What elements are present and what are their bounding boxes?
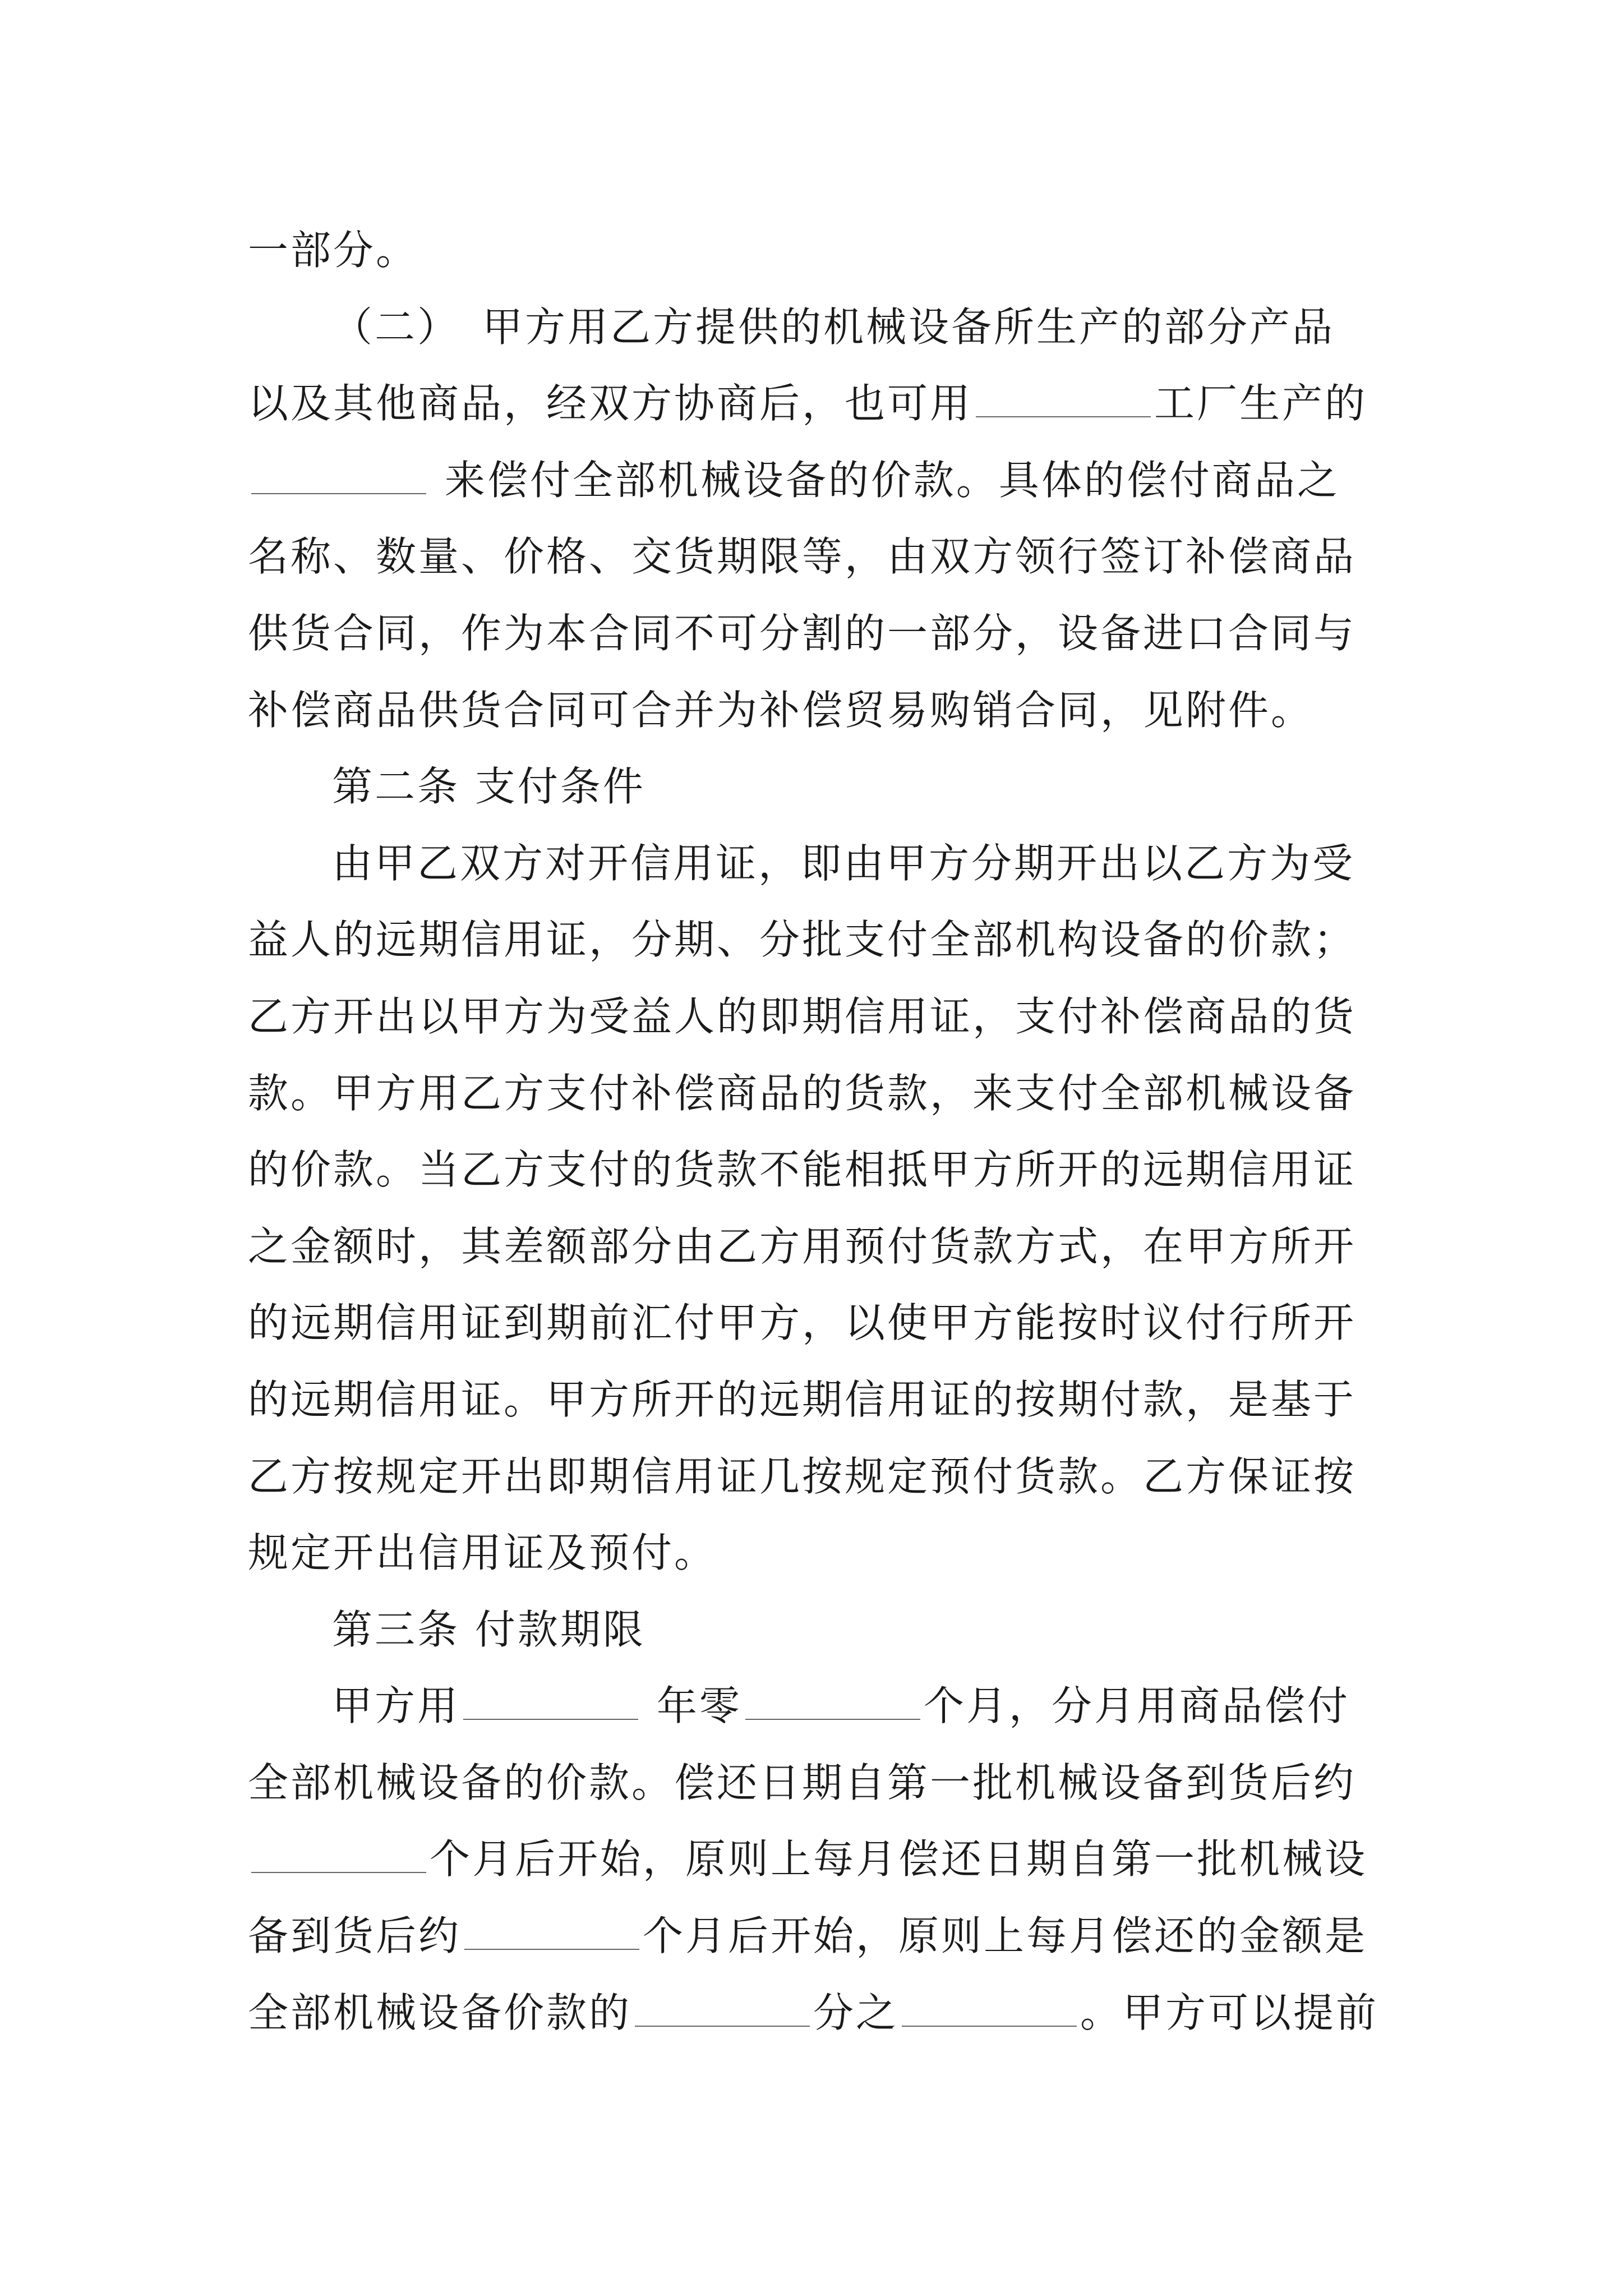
text-segment: 甲方用 <box>332 1682 460 1730</box>
text-line <box>248 289 1392 366</box>
text-segment: 个月后开始，原则上每月偿还的金额是 <box>643 1912 1368 1960</box>
text-line <box>248 1361 1392 1438</box>
text-segment: 第三条 付款期限 <box>332 1605 645 1653</box>
fill-in-blank <box>745 1685 920 1720</box>
text-segment: 个月，分月用商品偿付 <box>923 1682 1350 1730</box>
text-segment: 第二条 支付条件 <box>332 763 645 811</box>
text-segment: 规定开出信用证及预付。 <box>248 1529 717 1577</box>
text-line <box>248 212 1392 289</box>
text-line <box>248 901 1392 978</box>
text-segment: 。甲方可以提前 <box>1080 1989 1379 2036</box>
text-line <box>248 672 1392 749</box>
text-line <box>248 1208 1392 1285</box>
fill-in-blank <box>463 1685 638 1720</box>
text-segment: 的远期信用证到期前汇付甲方，以使甲方能按时议付行所开 <box>248 1299 1357 1347</box>
text-segment: 年零 <box>642 1682 742 1730</box>
text-line <box>248 442 1392 519</box>
text-line <box>248 595 1392 672</box>
text-line <box>248 1745 1392 1821</box>
fill-in-blank <box>251 459 426 494</box>
text-line <box>248 825 1392 902</box>
fill-in-blank <box>902 1992 1077 2027</box>
text-segment: 名称、数量、价格、交货期限等，由双方领行签订补偿商品 <box>248 533 1357 581</box>
text-line <box>248 518 1392 595</box>
text-segment: （二） 甲方用乙方提供的机械设备所生产的部分产品 <box>332 303 1335 351</box>
text-segment: 个月后开始，原则上每月偿还日期自第一批机械设 <box>430 1835 1368 1883</box>
text-line <box>248 1438 1392 1515</box>
text-line <box>248 1131 1392 1208</box>
text-segment: 乙方按规定开出即期信用证几按规定预付货款。乙方保证按 <box>248 1452 1357 1500</box>
text-segment: 工厂生产的 <box>1154 380 1368 427</box>
text-segment: 益人的远期信用证，分期、分批支付全部机构设备的价款； <box>248 916 1357 964</box>
contract-body <box>248 212 1392 2051</box>
text-segment: 供货合同，作为本合同不可分割的一部分，设备进口合同与 <box>248 609 1357 657</box>
text-line <box>248 978 1392 1055</box>
text-segment: 的价款。当乙方支付的货款不能相抵甲方所开的远期信用证 <box>248 1146 1357 1194</box>
text-segment: 一部分。 <box>248 227 419 274</box>
text-line <box>248 1898 1392 1975</box>
text-segment: 分之 <box>813 1989 899 2036</box>
text-segment: 来偿付全部机械设备的价款。具体的偿付商品之 <box>430 456 1340 504</box>
text-segment: 的远期信用证。甲方所开的远期信用证的按期付款，是基于 <box>248 1375 1357 1423</box>
text-segment: 之金额时，其差额部分由乙方用预付货款方式，在甲方所开 <box>248 1222 1357 1270</box>
text-line <box>248 1821 1392 1898</box>
text-segment: 全部机械设备的价款。偿还日期自第一批机械设备到货后约 <box>248 1759 1357 1806</box>
fill-in-blank <box>464 1915 639 1950</box>
fill-in-blank <box>251 1838 426 1873</box>
text-line <box>248 365 1392 442</box>
text-segment: 款。甲方用乙方支付补偿商品的货款，来支付全部机械设备 <box>248 1069 1357 1117</box>
text-line <box>248 1591 1392 1668</box>
text-line <box>248 1055 1392 1132</box>
text-segment: 备到货后约 <box>248 1912 462 1960</box>
text-segment: 乙方开出以甲方为受益人的即期信用证，支付补偿商品的货 <box>248 992 1357 1040</box>
text-line <box>248 1515 1392 1591</box>
text-line <box>248 748 1392 825</box>
fill-in-blank <box>635 1992 810 2027</box>
text-line <box>248 1975 1392 2051</box>
text-segment: 以及其他商品，经双方协商后，也可用 <box>248 380 973 427</box>
fill-in-blank <box>976 383 1151 417</box>
text-line <box>248 1668 1392 1745</box>
text-segment: 全部机械设备价款的 <box>248 1989 632 2036</box>
text-segment: 由甲乙双方对开信用证，即由甲方分期开出以乙方为受 <box>332 839 1355 887</box>
text-segment: 补偿商品供货合同可合并为补偿贸易购销合同，见附件。 <box>248 686 1314 734</box>
text-line <box>248 1285 1392 1361</box>
